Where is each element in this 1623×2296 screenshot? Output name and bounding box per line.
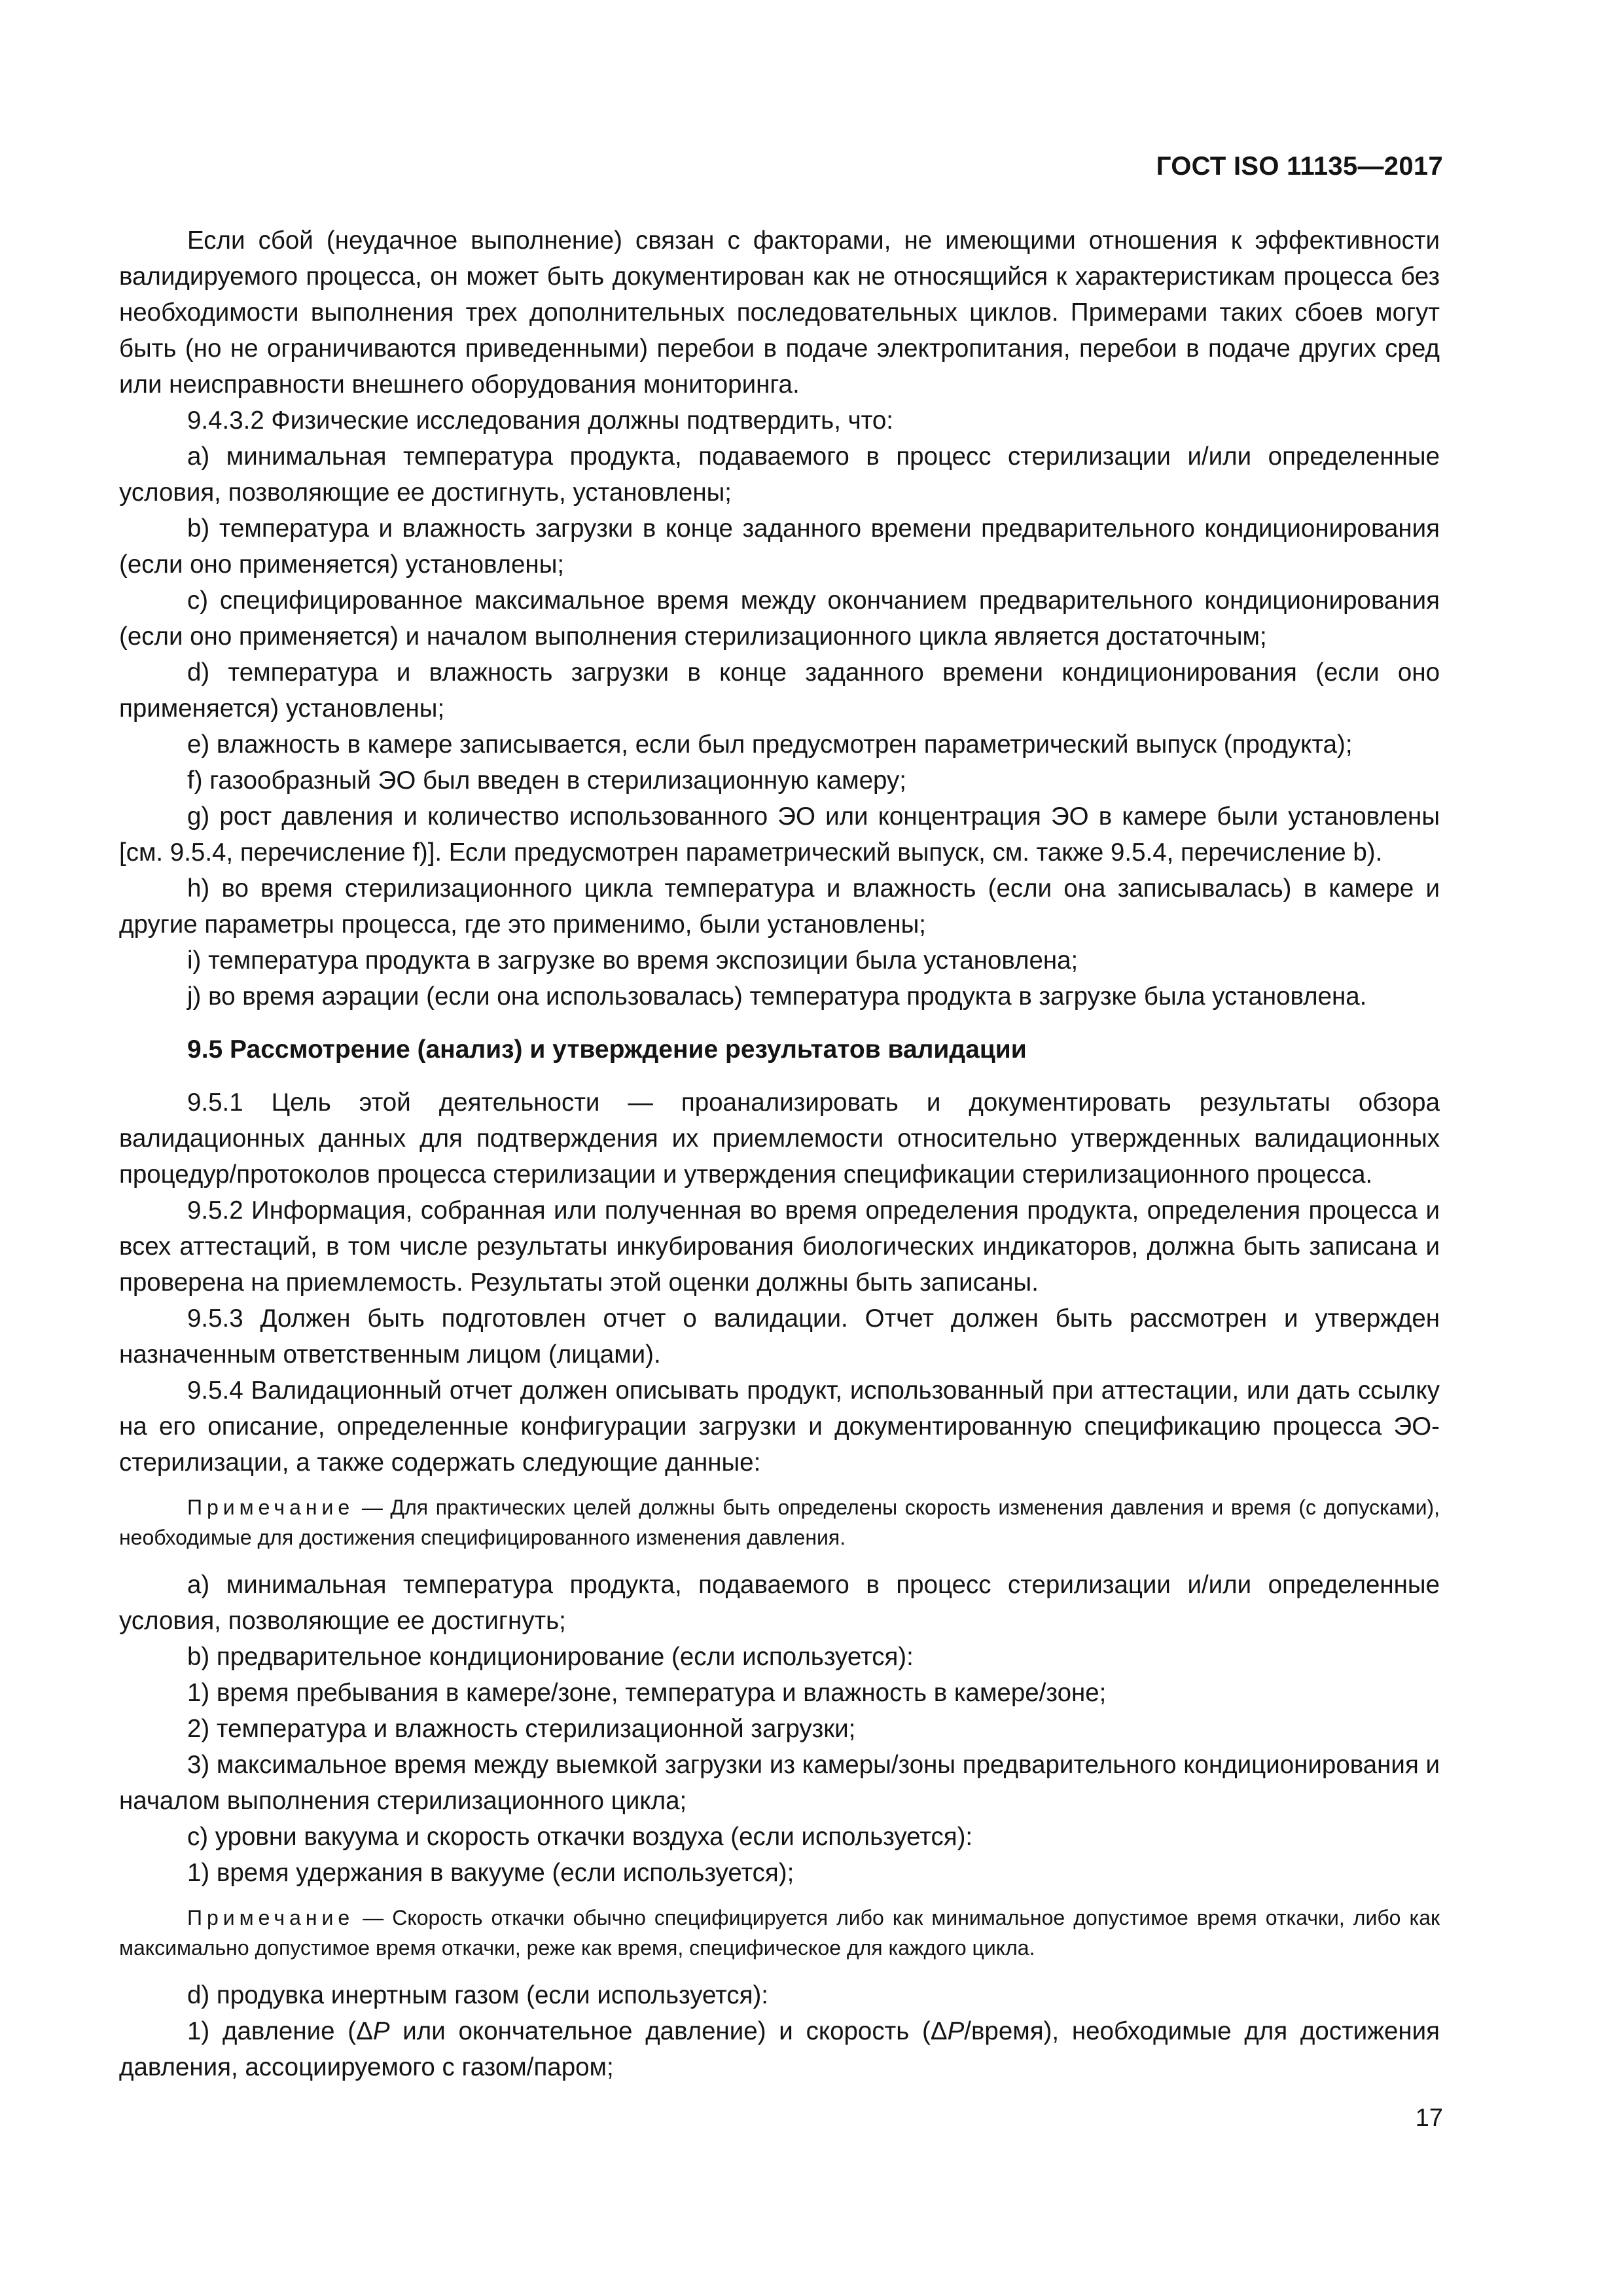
list-item: 1) время удержания в вакууме (если используется);	[187, 1859, 794, 1887]
section-heading-9-5: 9.5 Рассмотрение (анализ) и утверждение результатов валидации	[187, 1035, 1027, 1064]
note-text: — Для практических целей должны быть определены скорость изменения давления и время (с допусками), необходимые для достижения специфицированного изменения давления.	[119, 1496, 1440, 1549]
list-item: с) специфицированное максимальное время между окончанием предварительного кондиционирования (если оно применяется) и началом выполнения стерилизационного цикла является достаточным;	[119, 586, 1440, 651]
clause-9-4-3-2: 9.4.3.2 Физические исследования должны подтвердить, что:	[187, 406, 893, 435]
list-item: d) температура и влажность загрузки в конце заданного времени кондиционирования (если оно применяется) установлены;	[119, 658, 1440, 723]
text-run: или окончательное давление) и скорость (Δ	[389, 2017, 948, 2045]
list-item: g) рост давления и количество использованного ЭО или концентрация ЭО в камере были установлены [см. 9.5.4, перечисление f)]. Если предусмотрен параметрический выпуск, см. также 9.5.4, перечисление b).	[119, 802, 1440, 867]
clause-9-5-4: 9.5.4 Валидационный отчет должен описывать продукт, использованный при аттестации, или дать ссылку на его описание, определенные конфигурации загрузки и документированную спецификацию процесса ЭО-стерилизации, а также содержать следующие данные:	[119, 1376, 1440, 1477]
text-run-italic: P	[947, 2017, 965, 2045]
list-item: d) продувка инертным газом (если используется):	[187, 1981, 769, 2009]
page-number: 17	[1415, 2104, 1443, 2132]
list-item: а) минимальная температура продукта, подаваемого в процесс стерилизации и/или определенные условия, позволяющие ее достигнуть, установлены;	[119, 442, 1440, 507]
list-item: 1) время пребывания в камере/зоне, температура и влажность в камере/зоне;	[187, 1679, 1107, 1707]
paragraph: Если сбой (неудачное выполнение) связан с факторами, не имеющими отношения к эффективности валидируемого процесса, он может быть документирован как не относящийся к характеристикам процесса без необходимости выполнения трех дополнительных последовательных циклов. Примерами таких сбоев могут быть (но не ограничиваются приведенными) перебои в подаче электропитания, перебои в подаче других сред или неисправности внешнего оборудования мониторинга.	[119, 226, 1440, 399]
note	[119, 1492, 1440, 1552]
list-item: 3) максимальное время между выемкой загрузки из камеры/зоны предварительного кондиционирования и началом выполнения стерилизационного цикла;	[119, 1751, 1440, 1815]
list-item: b) температура и влажность загрузки в конце заданного времени предварительного кондиционирования (если оно применяется) установлены;	[119, 514, 1440, 579]
clause-9-5-1: 9.5.1 Цель этой деятельности — проанализировать и документировать результаты обзора валидационных данных для подтверждения их приемлемости относительно утвержденных валидационных процедур/протоколов процесса стерилизации и утверждения спецификации стерилизационного процесса.	[119, 1088, 1440, 1189]
list-item: h) во время стерилизационного цикла температура и влажность (если она записывалась) в камере и другие параметры процесса, где это применимо, были установлены;	[119, 874, 1440, 939]
list-item: е) влажность в камере записывается, если был предусмотрен параметрический выпуск (продукта);	[187, 730, 1353, 759]
note-label: Примечание	[187, 1496, 355, 1519]
list-item: с) уровни вакуума и скорость откачки воздуха (если используется):	[187, 1823, 973, 1851]
document-header: ГОСТ ISO 11135—2017	[1156, 152, 1443, 181]
list-item: а) минимальная температура продукта, подаваемого в процесс стерилизации и/или определенные условия, позволяющие ее достигнуть;	[119, 1571, 1440, 1635]
list-item: i) температура продукта в загрузке во время экспозиции была установлена;	[187, 946, 1079, 975]
list-item: j) во время аэрации (если она использовалась) температура продукта в загрузке была установлена.	[187, 982, 1367, 1011]
note	[119, 1903, 1440, 1963]
note-label: Примечание	[187, 1906, 355, 1929]
clause-9-5-2: 9.5.2 Информация, собранная или полученная во время определения продукта, определения процесса и всех аттестаций, в том числе результаты инкубирования биологических индикаторов, должна быть записана и проверена на приемлемость. Результаты этой оценки должны быть записаны.	[119, 1196, 1440, 1297]
list-item: b) предварительное кондиционирование (если используется):	[187, 1643, 914, 1671]
document-body	[119, 223, 1440, 2085]
list-item: f) газообразный ЭО был введен в стерилизационную камеру;	[187, 766, 906, 795]
note-text: — Скорость откачки обычно специфицируется либо как минимальное допустимое время откачки, либо как максимально допустимое время откачки, реже как время, специфическое для каждого цикла.	[119, 1906, 1440, 1960]
text-run-italic: P	[372, 2017, 390, 2045]
list-item	[119, 2013, 1440, 2085]
list-item: 2) температура и влажность стерилизационной загрузки;	[187, 1715, 856, 1743]
clause-9-5-3: 9.5.3 Должен быть подготовлен отчет о валидации. Отчет должен быть рассмотрен и утвержден назначенным ответственным лицом (лицами).	[119, 1304, 1440, 1369]
text-run: /время), необходимые для достижения давления, ассоциируемого с газом/паром;	[119, 2017, 1440, 2081]
text-run: 1) давление (Δ	[187, 2017, 373, 2045]
